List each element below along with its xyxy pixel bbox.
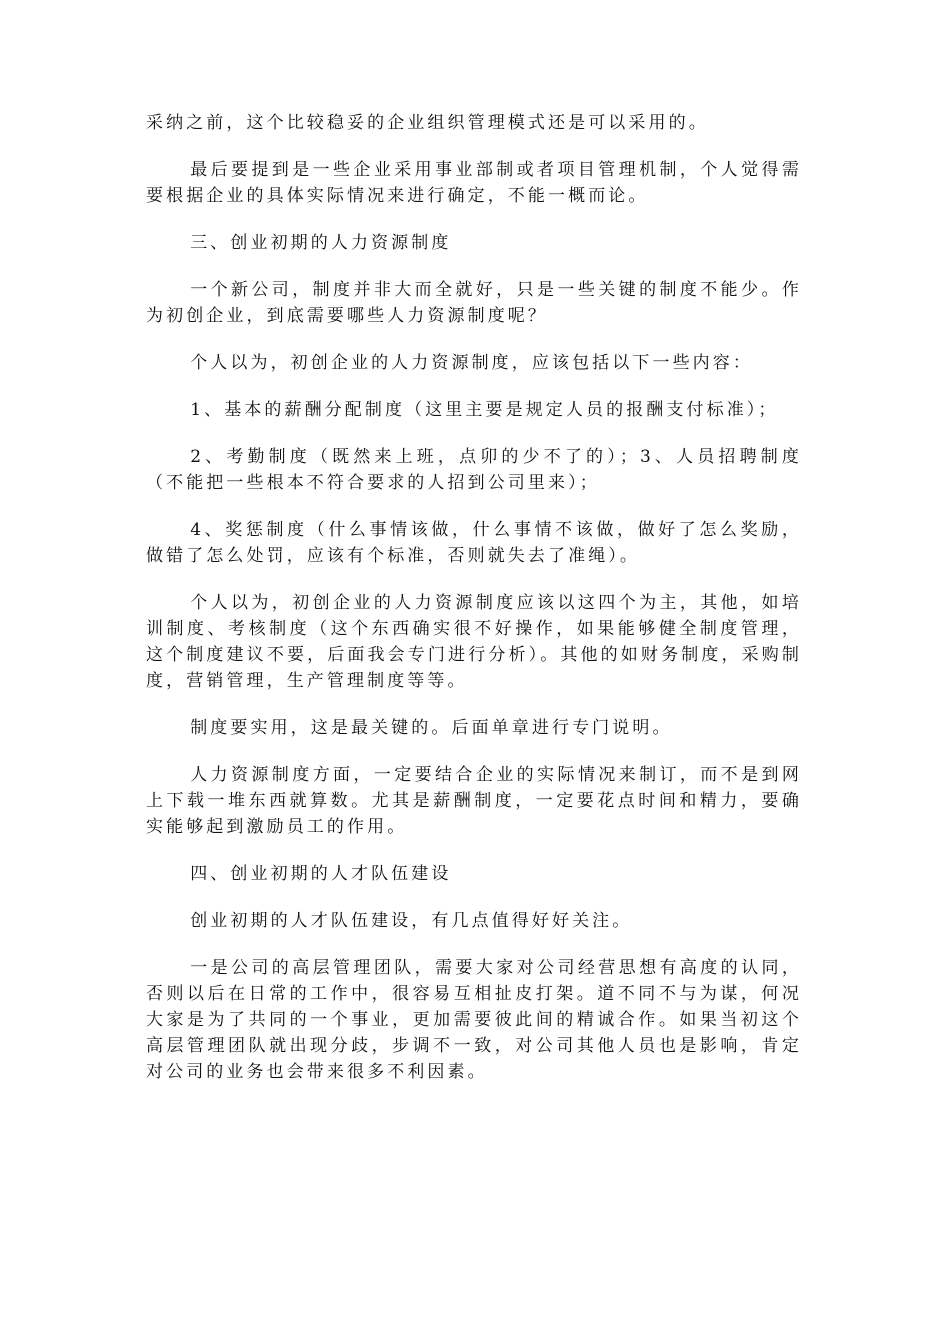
paragraph: 最后要提到是一些企业采用事业部制或者项目管理机制，个人觉得需要根据企业的具体实际情况来进行确定，不能一概而论。 <box>146 160 802 206</box>
paragraph: 创业初期的人才队伍建设，有几点值得好好关注。 <box>190 911 633 931</box>
paragraph: 人力资源制度方面，一定要结合企业的实际情况来制订，而不是到网上下载一堆东西就算数。尤其是薪酬制度，一定要花点时间和精力，要确实能够起到激励员工的作用。 <box>146 765 802 837</box>
paragraph: 个人以为，初创企业的人力资源制度应该以这四个为主，其他，如培训制度、考核制度（这个东西确实很不好操作，如果能够健全制度管理，这个制度建议不要，后面我会专门进行分析）。其他的如财务制度，采购制度，营销管理，生产管理制度等等。 <box>146 593 802 691</box>
section-heading-4: 四、创业初期的人才队伍建设 <box>190 864 452 884</box>
list-item-paragraph: 2、考勤制度（既然来上班，点卯的少不了的）；3、人员招聘制度（不能把一些根本不符合要求的人招到公司里来）； <box>146 447 802 493</box>
list-item-paragraph: 4、奖惩制度（什么事情该做，什么事情不该做，做好了怎么奖励，做错了怎么处罚，应该有个标准，否则就失去了准绳）。 <box>146 520 802 566</box>
paragraph: 个人以为，初创企业的人力资源制度，应该包括以下一些内容： <box>190 353 753 373</box>
list-item-paragraph: 1、基本的薪酬分配制度（这里主要是规定人员的报酬支付标准）； <box>190 400 779 420</box>
paragraph-continuation: 采纳之前，这个比较稳妥的企业组织管理模式还是可以采用的。 <box>146 113 709 133</box>
section-heading-3: 三、创业初期的人力资源制度 <box>190 233 452 253</box>
paragraph: 一个新公司，制度并非大而全就好，只是一些关键的制度不能少。作为初创企业，到底需要哪些人力资源制度呢？ <box>146 280 802 326</box>
paragraph: 制度要实用，这是最关键的。后面单章进行专门说明。 <box>190 718 673 738</box>
paragraph: 一是公司的高层管理团队，需要大家对公司经营思想有高度的认同，否则以后在日常的工作中，很容易互相扯皮打架。道不同不与为谋，何况大家是为了共同的一个事业，更加需要彼此间的精诚合作。如果当初这个高层管理团队就出现分歧，步调不一致，对公司其他人员也是影响，肯定对公司的业务也会带来很多不利因素。 <box>146 958 802 1082</box>
document-page <box>146 110 802 1106</box>
